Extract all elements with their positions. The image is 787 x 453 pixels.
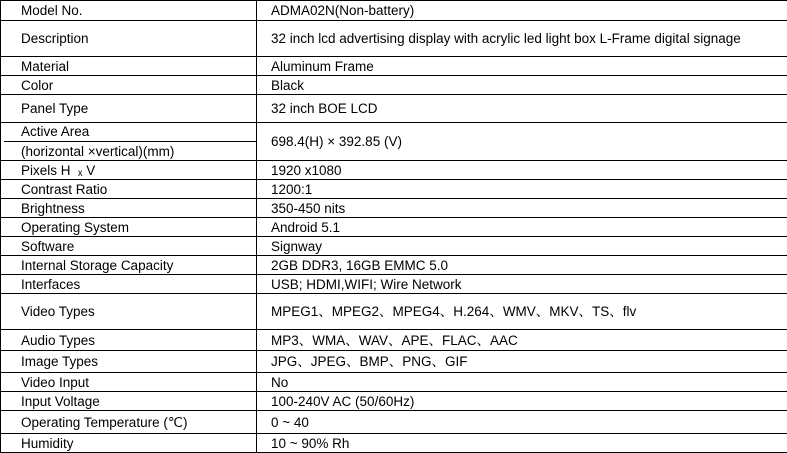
row-value: ADMA02N(Non-battery) xyxy=(257,1,787,21)
row-value: Aluminum Frame xyxy=(257,57,787,76)
row-label: Color xyxy=(1,76,257,95)
row-value: 32 inch BOE LCD xyxy=(257,95,787,123)
row-label: Operating Temperature (℃) xyxy=(1,411,257,434)
row-label xyxy=(1,123,257,161)
row-value: 10 ~ 90% Rh xyxy=(257,434,787,453)
row-value: USB; HDMI,WIFI; Wire Network xyxy=(257,275,787,294)
row-value: 32 inch lcd advertising display with acrylic led light box L-Frame digital signage xyxy=(257,21,787,57)
row-label: Operating System xyxy=(1,218,257,237)
row-value: 2GB DDR3, 16GB EMMC 5.0 xyxy=(257,256,787,275)
row-label: Humidity xyxy=(1,434,257,453)
table-row xyxy=(1,199,787,218)
table-row xyxy=(1,237,787,256)
row-value: 698.4(H) × 392.85 (V) xyxy=(257,123,787,161)
row-label: Image Types xyxy=(1,351,257,373)
table-row xyxy=(1,411,787,434)
table-row xyxy=(1,330,787,351)
table-row xyxy=(1,95,787,123)
row-label-main: Active Area xyxy=(21,124,256,141)
row-value: Signway xyxy=(257,237,787,256)
table-row xyxy=(1,351,787,373)
row-label: Input Voltage xyxy=(1,392,257,411)
table-row xyxy=(1,392,787,411)
row-value: 350-450 nits xyxy=(257,199,787,218)
table-row xyxy=(1,161,787,180)
table-row xyxy=(1,373,787,392)
table-row xyxy=(1,123,787,161)
table-row xyxy=(1,180,787,199)
table-row xyxy=(1,256,787,275)
table-row xyxy=(1,21,787,57)
row-value: No xyxy=(257,373,787,392)
row-label: Material xyxy=(1,57,257,76)
row-label: Model No. xyxy=(1,1,257,21)
row-label: Interfaces xyxy=(1,275,257,294)
row-label: Video Input xyxy=(1,373,257,392)
row-label: Description xyxy=(1,21,257,57)
row-label: Brightness xyxy=(1,199,257,218)
row-value: 1920 x1080 xyxy=(257,161,787,180)
row-label: Pixels H ₓ V xyxy=(1,161,257,180)
table-row xyxy=(1,275,787,294)
row-value: MP3、WMA、WAV、APE、FLAC、AAC xyxy=(257,330,787,351)
table-row xyxy=(1,57,787,76)
row-label-sub: (horizontal ×vertical)(mm) xyxy=(4,141,256,159)
row-value: MPEG1、MPEG2、MPEG4、H.264、WMV、MKV、TS、flv xyxy=(257,294,787,330)
row-label: Audio Types xyxy=(1,330,257,351)
table-row xyxy=(1,294,787,330)
row-value: JPG、JPEG、BMP、PNG、GIF xyxy=(257,351,787,373)
row-label: Software xyxy=(1,237,257,256)
row-value: 0 ~ 40 xyxy=(257,411,787,434)
row-value: 100-240V AC (50/60Hz) xyxy=(257,392,787,411)
row-label: Panel Type xyxy=(1,95,257,123)
row-label: Internal Storage Capacity xyxy=(1,256,257,275)
row-value: Black xyxy=(257,76,787,95)
table-row xyxy=(1,76,787,95)
table-row xyxy=(1,1,787,21)
row-label: Contrast Ratio xyxy=(1,180,257,199)
row-label: Video Types xyxy=(1,294,257,330)
row-value: 1200:1 xyxy=(257,180,787,199)
row-value: Android 5.1 xyxy=(257,218,787,237)
table-row xyxy=(1,218,787,237)
